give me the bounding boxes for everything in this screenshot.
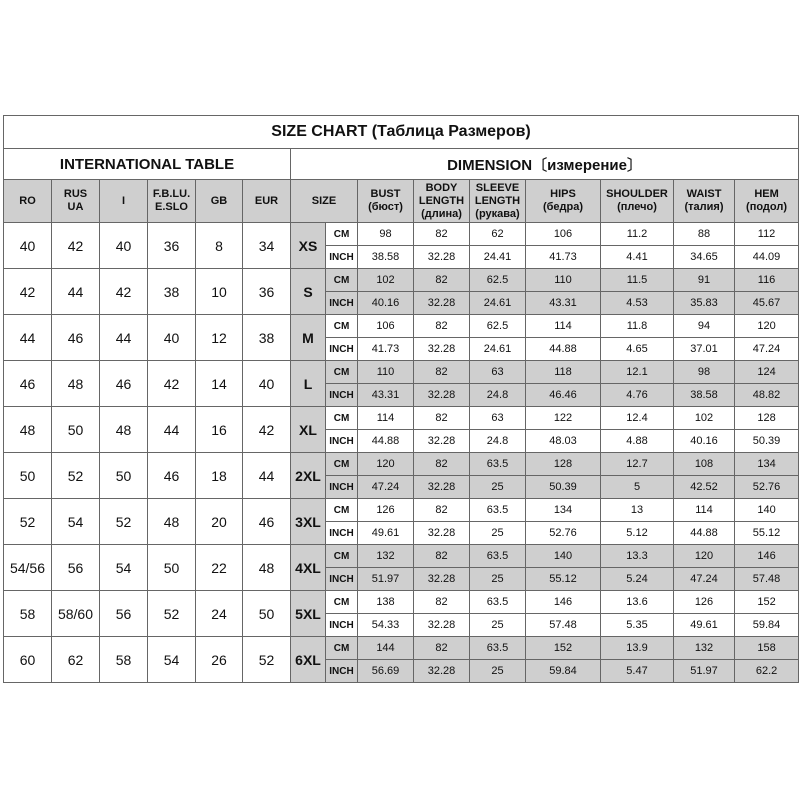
inch-value-cell: 48.82 <box>735 384 799 407</box>
cm-value-cell: 128 <box>735 407 799 430</box>
inch-value-cell: 54.33 <box>358 614 414 637</box>
inch-value-cell: 43.31 <box>358 384 414 407</box>
inch-value-cell: 59.84 <box>735 614 799 637</box>
intl-size-cell: 52 <box>52 453 100 499</box>
cm-value-cell: 62.5 <box>470 269 526 292</box>
cm-value-cell: 110 <box>526 269 601 292</box>
intl-size-cell: 46 <box>52 315 100 361</box>
cm-value-cell: 132 <box>674 637 735 660</box>
inch-value-cell: 25 <box>470 614 526 637</box>
table-row <box>4 637 799 660</box>
intl-size-cell: 8 <box>196 223 243 269</box>
inch-value-cell: 38.58 <box>674 384 735 407</box>
unit-cm-label: CM <box>326 591 358 614</box>
unit-inch-label: INCH <box>326 476 358 499</box>
cm-value-cell: 82 <box>414 591 470 614</box>
cm-value-cell: 88 <box>674 223 735 246</box>
inch-value-cell: 4.53 <box>601 292 674 315</box>
cm-value-cell: 82 <box>414 361 470 384</box>
intl-column-header <box>148 180 196 223</box>
inch-value-cell: 25 <box>470 568 526 591</box>
unit-inch-label: INCH <box>326 384 358 407</box>
cm-value-cell: 144 <box>358 637 414 660</box>
inch-value-cell: 47.24 <box>358 476 414 499</box>
intl-size-cell: 24 <box>196 591 243 637</box>
dimension-column-header <box>526 180 601 223</box>
dimension-header: DIMENSION〔измерение〕 <box>291 149 799 180</box>
table-row <box>4 315 799 338</box>
cm-value-cell: 98 <box>358 223 414 246</box>
cm-value-cell: 82 <box>414 453 470 476</box>
inch-value-cell: 32.28 <box>414 338 470 361</box>
intl-size-cell: 46 <box>243 499 291 545</box>
unit-inch-label: INCH <box>326 568 358 591</box>
inch-value-cell: 5.47 <box>601 660 674 683</box>
intl-size-cell: 40 <box>148 315 196 361</box>
cm-value-cell: 63.5 <box>470 591 526 614</box>
unit-inch-label: INCH <box>326 292 358 315</box>
cm-value-cell: 63.5 <box>470 637 526 660</box>
inch-value-cell: 4.88 <box>601 430 674 453</box>
inch-value-cell: 25 <box>470 476 526 499</box>
intl-size-cell: 18 <box>196 453 243 499</box>
inch-value-cell: 44.88 <box>358 430 414 453</box>
inch-value-cell: 24.61 <box>470 292 526 315</box>
inch-value-cell: 5.12 <box>601 522 674 545</box>
intl-column-header-line: F.B.LU. <box>152 188 191 200</box>
table-row <box>4 453 799 476</box>
cm-value-cell: 82 <box>414 407 470 430</box>
cm-value-cell: 82 <box>414 545 470 568</box>
cm-value-cell: 134 <box>526 499 601 522</box>
dimension-column-header <box>470 180 526 223</box>
inch-value-cell: 45.67 <box>735 292 799 315</box>
table-row <box>4 361 799 384</box>
cm-value-cell: 128 <box>526 453 601 476</box>
cm-value-cell: 94 <box>674 315 735 338</box>
size-label: 6XL <box>291 637 326 683</box>
inch-value-cell: 42.52 <box>674 476 735 499</box>
dimension-column-header <box>735 180 799 223</box>
cm-value-cell: 63 <box>470 361 526 384</box>
inch-value-cell: 35.83 <box>674 292 735 315</box>
inch-value-cell: 25 <box>470 660 526 683</box>
intl-size-cell: 60 <box>4 637 52 683</box>
dimension-column-header-line: SLEEVE <box>475 181 520 194</box>
cm-value-cell: 63 <box>470 407 526 430</box>
cm-value-cell: 146 <box>526 591 601 614</box>
intl-size-cell: 38 <box>243 315 291 361</box>
intl-size-cell: 50 <box>100 453 148 499</box>
unit-cm-label: CM <box>326 499 358 522</box>
inch-value-cell: 62.2 <box>735 660 799 683</box>
intl-size-cell: 62 <box>52 637 100 683</box>
inch-value-cell: 48.03 <box>526 430 601 453</box>
intl-size-cell: 40 <box>100 223 148 269</box>
cm-value-cell: 11.5 <box>601 269 674 292</box>
inch-value-cell: 32.28 <box>414 522 470 545</box>
inch-value-cell: 38.58 <box>358 246 414 269</box>
intl-size-cell: 58 <box>4 591 52 637</box>
dimension-column-header-line: (бюст) <box>368 201 403 213</box>
table-row <box>4 499 799 522</box>
cm-value-cell: 158 <box>735 637 799 660</box>
inch-value-cell: 51.97 <box>674 660 735 683</box>
cm-value-cell: 146 <box>735 545 799 568</box>
unit-cm-label: CM <box>326 361 358 384</box>
intl-size-cell: 42 <box>148 361 196 407</box>
intl-size-cell: 48 <box>100 407 148 453</box>
intl-size-cell: 52 <box>243 637 291 683</box>
inch-value-cell: 49.61 <box>358 522 414 545</box>
inch-value-cell: 59.84 <box>526 660 601 683</box>
intl-size-cell: 44 <box>148 407 196 453</box>
intl-column-header-line: E.SLO <box>154 201 188 213</box>
cm-value-cell: 63.5 <box>470 499 526 522</box>
international-table-header: INTERNATIONAL TABLE <box>4 149 291 180</box>
dimension-column-header-line: (рукава) <box>475 207 520 220</box>
cm-value-cell: 108 <box>674 453 735 476</box>
size-label: 4XL <box>291 545 326 591</box>
inch-value-cell: 51.97 <box>358 568 414 591</box>
inch-value-cell: 47.24 <box>735 338 799 361</box>
unit-inch-label: INCH <box>326 660 358 683</box>
intl-column-header <box>243 180 291 223</box>
unit-inch-label: INCH <box>326 338 358 361</box>
cm-value-cell: 114 <box>674 499 735 522</box>
intl-size-cell: 48 <box>4 407 52 453</box>
cm-value-cell: 12.7 <box>601 453 674 476</box>
cm-value-cell: 98 <box>674 361 735 384</box>
intl-column-header <box>4 180 52 223</box>
intl-size-cell: 54 <box>52 499 100 545</box>
cm-value-cell: 13.6 <box>601 591 674 614</box>
dimension-column-header <box>601 180 674 223</box>
intl-size-cell: 12 <box>196 315 243 361</box>
inch-value-cell: 47.24 <box>674 568 735 591</box>
inch-value-cell: 57.48 <box>526 614 601 637</box>
unit-cm-label: CM <box>326 453 358 476</box>
intl-size-cell: 42 <box>52 223 100 269</box>
size-label: 3XL <box>291 499 326 545</box>
intl-size-cell: 36 <box>148 223 196 269</box>
intl-size-cell: 42 <box>243 407 291 453</box>
inch-value-cell: 55.12 <box>735 522 799 545</box>
inch-value-cell: 32.28 <box>414 614 470 637</box>
cm-value-cell: 138 <box>358 591 414 614</box>
cm-value-cell: 82 <box>414 637 470 660</box>
inch-value-cell: 25 <box>470 522 526 545</box>
size-label: XL <box>291 407 326 453</box>
intl-size-cell: 54/56 <box>4 545 52 591</box>
inch-value-cell: 24.61 <box>470 338 526 361</box>
intl-size-cell: 14 <box>196 361 243 407</box>
cm-value-cell: 91 <box>674 269 735 292</box>
size-label: M <box>291 315 326 361</box>
cm-value-cell: 126 <box>674 591 735 614</box>
dimension-column-header-line: HIPS <box>550 188 576 200</box>
inch-value-cell: 50.39 <box>526 476 601 499</box>
cm-value-cell: 110 <box>358 361 414 384</box>
inch-value-cell: 4.65 <box>601 338 674 361</box>
intl-size-cell: 52 <box>148 591 196 637</box>
cm-value-cell: 112 <box>735 223 799 246</box>
cm-value-cell: 120 <box>735 315 799 338</box>
cm-value-cell: 13.3 <box>601 545 674 568</box>
inch-value-cell: 41.73 <box>526 246 601 269</box>
size-label: 5XL <box>291 591 326 637</box>
intl-size-cell: 22 <box>196 545 243 591</box>
unit-cm-label: CM <box>326 637 358 660</box>
intl-column-header <box>196 180 243 223</box>
dimension-column-header-line: (длина) <box>421 207 462 220</box>
inch-value-cell: 46.46 <box>526 384 601 407</box>
cm-value-cell: 82 <box>414 315 470 338</box>
column-header-row <box>4 180 799 223</box>
intl-size-cell: 40 <box>243 361 291 407</box>
inch-value-cell: 57.48 <box>735 568 799 591</box>
inch-value-cell: 5.35 <box>601 614 674 637</box>
inch-value-cell: 50.39 <box>735 430 799 453</box>
table-row <box>4 407 799 430</box>
dimension-column-header-line: (бедра) <box>542 201 584 213</box>
cm-value-cell: 118 <box>526 361 601 384</box>
intl-size-cell: 54 <box>148 637 196 683</box>
size-label: L <box>291 361 326 407</box>
inch-value-cell: 32.28 <box>414 568 470 591</box>
intl-size-cell: 54 <box>100 545 148 591</box>
inch-value-cell: 41.73 <box>358 338 414 361</box>
intl-size-cell: 44 <box>100 315 148 361</box>
cm-value-cell: 152 <box>526 637 601 660</box>
size-label: S <box>291 269 326 315</box>
inch-value-cell: 32.28 <box>414 292 470 315</box>
unit-cm-label: CM <box>326 269 358 292</box>
inch-value-cell: 5.24 <box>601 568 674 591</box>
cm-value-cell: 13 <box>601 499 674 522</box>
intl-size-cell: 42 <box>4 269 52 315</box>
intl-size-cell: 58 <box>100 637 148 683</box>
intl-column-header-line: GB <box>210 194 228 207</box>
size-label: 2XL <box>291 453 326 499</box>
cm-value-cell: 13.9 <box>601 637 674 660</box>
size-column-header: SIZE <box>291 180 358 223</box>
intl-column-header-line: EUR <box>254 194 279 207</box>
intl-size-cell: 40 <box>4 223 52 269</box>
dimension-column-header-line: LENGTH <box>418 194 465 207</box>
cm-value-cell: 134 <box>735 453 799 476</box>
intl-size-cell: 46 <box>100 361 148 407</box>
unit-inch-label: INCH <box>326 614 358 637</box>
unit-inch-label: INCH <box>326 522 358 545</box>
dimension-column-header <box>674 180 735 223</box>
dimension-column-header <box>358 180 414 223</box>
cm-value-cell: 120 <box>674 545 735 568</box>
cm-value-cell: 11.2 <box>601 223 674 246</box>
inch-value-cell: 24.8 <box>470 384 526 407</box>
inch-value-cell: 52.76 <box>735 476 799 499</box>
intl-size-cell: 52 <box>100 499 148 545</box>
intl-size-cell: 20 <box>196 499 243 545</box>
inch-value-cell: 32.28 <box>414 476 470 499</box>
inch-value-cell: 34.65 <box>674 246 735 269</box>
intl-column-header-line: I <box>121 194 126 207</box>
inch-value-cell: 37.01 <box>674 338 735 361</box>
inch-value-cell: 32.28 <box>414 246 470 269</box>
inch-value-cell: 24.41 <box>470 246 526 269</box>
intl-size-cell: 52 <box>4 499 52 545</box>
cm-value-cell: 12.1 <box>601 361 674 384</box>
table-row <box>4 269 799 292</box>
inch-value-cell: 56.69 <box>358 660 414 683</box>
intl-size-cell: 56 <box>52 545 100 591</box>
cm-value-cell: 116 <box>735 269 799 292</box>
inch-value-cell: 44.09 <box>735 246 799 269</box>
cm-value-cell: 63.5 <box>470 453 526 476</box>
unit-inch-label: INCH <box>326 246 358 269</box>
inch-value-cell: 52.76 <box>526 522 601 545</box>
intl-size-cell: 48 <box>148 499 196 545</box>
intl-size-cell: 26 <box>196 637 243 683</box>
intl-size-cell: 38 <box>148 269 196 315</box>
dimension-column-header-line: WAIST <box>686 188 722 200</box>
intl-column-header-line: UA <box>67 201 84 213</box>
intl-size-cell: 44 <box>243 453 291 499</box>
cm-value-cell: 114 <box>526 315 601 338</box>
cm-value-cell: 120 <box>358 453 414 476</box>
dimension-column-header-line: HEM <box>754 188 779 200</box>
inch-value-cell: 40.16 <box>674 430 735 453</box>
inch-value-cell: 32.28 <box>414 660 470 683</box>
cm-value-cell: 82 <box>414 499 470 522</box>
inch-value-cell: 4.41 <box>601 246 674 269</box>
cm-value-cell: 62 <box>470 223 526 246</box>
dimension-column-header-line: (подол) <box>746 201 788 213</box>
inch-value-cell: 5 <box>601 476 674 499</box>
intl-column-header <box>100 180 148 223</box>
unit-inch-label: INCH <box>326 430 358 453</box>
dimension-column-header-line: LENGTH <box>474 194 521 207</box>
cm-value-cell: 140 <box>526 545 601 568</box>
cm-value-cell: 124 <box>735 361 799 384</box>
intl-column-header <box>52 180 100 223</box>
intl-size-cell: 50 <box>148 545 196 591</box>
table-row <box>4 591 799 614</box>
table-row <box>4 223 799 246</box>
unit-cm-label: CM <box>326 407 358 430</box>
cm-value-cell: 82 <box>414 223 470 246</box>
chart-body <box>4 223 799 683</box>
intl-size-cell: 36 <box>243 269 291 315</box>
cm-value-cell: 122 <box>526 407 601 430</box>
dimension-column-header-line: (плечо) <box>617 201 657 213</box>
unit-cm-label: CM <box>326 223 358 246</box>
size-label: XS <box>291 223 326 269</box>
cm-value-cell: 12.4 <box>601 407 674 430</box>
size-chart-table <box>3 115 799 683</box>
intl-size-cell: 44 <box>4 315 52 361</box>
inch-value-cell: 32.28 <box>414 430 470 453</box>
intl-size-cell: 16 <box>196 407 243 453</box>
intl-size-cell: 46 <box>4 361 52 407</box>
table-row <box>4 545 799 568</box>
inch-value-cell: 44.88 <box>526 338 601 361</box>
inch-value-cell: 55.12 <box>526 568 601 591</box>
cm-value-cell: 106 <box>358 315 414 338</box>
intl-size-cell: 56 <box>100 591 148 637</box>
intl-size-cell: 44 <box>52 269 100 315</box>
cm-value-cell: 114 <box>358 407 414 430</box>
cm-value-cell: 63.5 <box>470 545 526 568</box>
cm-value-cell: 102 <box>358 269 414 292</box>
dimension-column-header-line: BUST <box>370 188 401 200</box>
intl-size-cell: 42 <box>100 269 148 315</box>
intl-column-header-line: RUS <box>63 188 88 200</box>
unit-cm-label: CM <box>326 545 358 568</box>
chart-title: SIZE CHART (Таблица Размеров) <box>4 116 799 149</box>
inch-value-cell: 32.28 <box>414 384 470 407</box>
cm-value-cell: 132 <box>358 545 414 568</box>
intl-column-header-line: RO <box>19 194 36 207</box>
inch-value-cell: 4.76 <box>601 384 674 407</box>
unit-cm-label: CM <box>326 315 358 338</box>
inch-value-cell: 40.16 <box>358 292 414 315</box>
intl-size-cell: 50 <box>52 407 100 453</box>
intl-size-cell: 50 <box>4 453 52 499</box>
dimension-column-header <box>414 180 470 223</box>
cm-value-cell: 140 <box>735 499 799 522</box>
inch-value-cell: 49.61 <box>674 614 735 637</box>
cm-value-cell: 82 <box>414 269 470 292</box>
intl-size-cell: 58/60 <box>52 591 100 637</box>
intl-size-cell: 50 <box>243 591 291 637</box>
dimension-column-header-line: SHOULDER <box>606 188 668 200</box>
cm-value-cell: 106 <box>526 223 601 246</box>
dimension-column-header-line: BODY <box>425 181 458 194</box>
cm-value-cell: 62.5 <box>470 315 526 338</box>
cm-value-cell: 152 <box>735 591 799 614</box>
inch-value-cell: 43.31 <box>526 292 601 315</box>
inch-value-cell: 24.8 <box>470 430 526 453</box>
intl-size-cell: 46 <box>148 453 196 499</box>
cm-value-cell: 126 <box>358 499 414 522</box>
cm-value-cell: 102 <box>674 407 735 430</box>
inch-value-cell: 44.88 <box>674 522 735 545</box>
intl-size-cell: 34 <box>243 223 291 269</box>
intl-size-cell: 48 <box>52 361 100 407</box>
cm-value-cell: 11.8 <box>601 315 674 338</box>
dimension-column-header-line: (талия) <box>684 201 724 213</box>
intl-size-cell: 10 <box>196 269 243 315</box>
intl-size-cell: 48 <box>243 545 291 591</box>
